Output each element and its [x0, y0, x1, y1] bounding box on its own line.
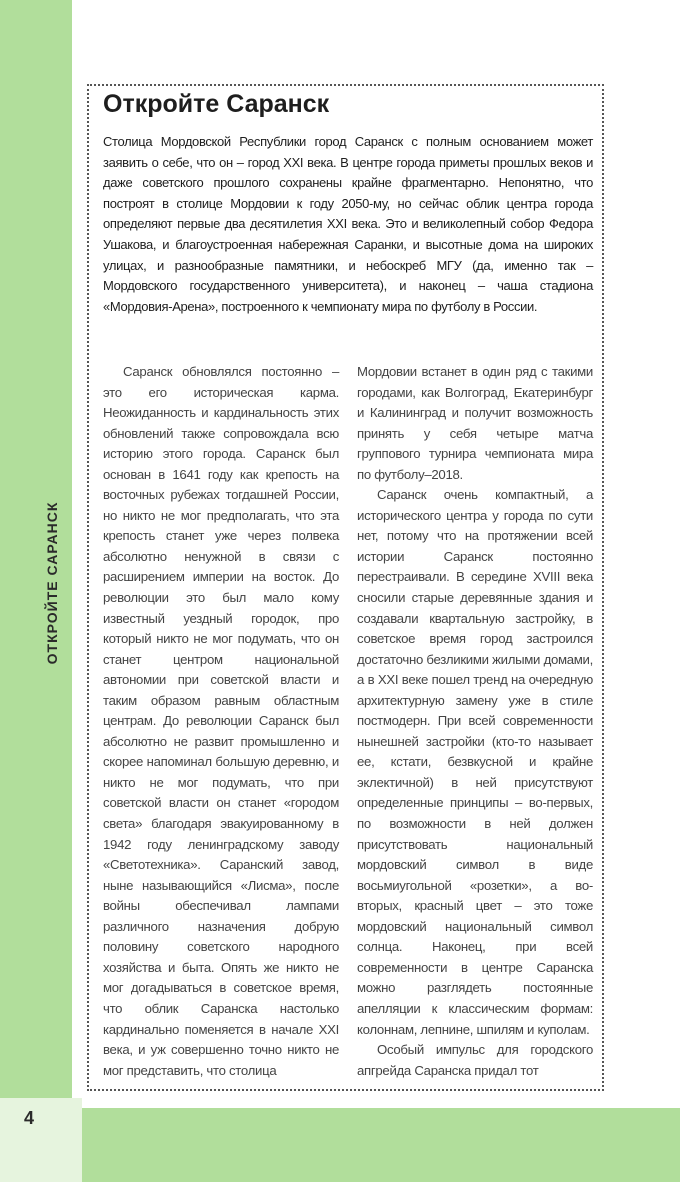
paragraph: Особый импульс для городского апгрейда Саранска придал тот	[357, 1042, 593, 1078]
side-bar	[0, 0, 72, 1098]
page-number: 4	[24, 1108, 35, 1128]
page-number-box	[0, 1098, 82, 1182]
bottom-band	[82, 1108, 680, 1182]
column-left	[103, 362, 339, 1081]
article-title: Откройте Саранск	[103, 90, 330, 118]
paragraph: Саранск очень компактный, а исторического центра у города по сути нет, потому что на протяжении всей истории Саранск постоянно перестраивали. В середине XVIII века сносили старые деревянные здания и создавали квартальную застройку, в советское время город застроился достаточно безликими жилыми домами, а в XXI веке пошел тренд на очередную архитектурную замену уже в стиле постмодерн. При всей современности нынешней застройки (кто-то называет ее, кстати, безвкусной и крайне эклектичной) в ней присутствуют определенные принципы – во-первых, по возможности в ней должен присутствовать национальный мордовский символ в виде восьмиугольной «розетки», а во-вторых, красный цвет – это тоже мордовский национальный символ солнца. Наконец, при всей современности в центре Саранска можно разглядеть постоянные апелляции к классическим формам: колоннам, лепнине, шпилям и куполам.	[357, 487, 593, 1037]
paragraph: Мордовии встанет в один ряд с такими городами, как Волгоград, Екатеринбург и Калининград и получит возможность принять у себя четыре матча группового турнира чемпионата мира по футболу–2018.	[357, 364, 593, 482]
paragraph: Саранск обновлялся постоянно – это его историческая карма. Неожиданность и кардинальность этих обновлений также сопровождала всю историю этого города. Саранск был основан в 1641 году как крепость на восточных рубежах тогдашней России, но никто не мог предполагать, что эта крепость станет уже через полвека абсолютно ненужной в связи с расширением империи на восток. До революции это был мало кому известный уездный городок, про который никто не мог подумать, что он станет центром национальной автономии при советской власти и таким образом равным областным центрам. До революции Саранск был абсолютно не развит промышленно и скорее напоминал большую деревню, и никто не мог подумать, что при советской власти он станет «городом света» благодаря эвакуированному в 1942 году ленинградскому заводу «Светотехника». Саранский завод, ныне называющийся «Лисма», после войны обеспечивал лампами различного назначения добрую половину советского народного хозяйства и быта. Опять же никто не мог догадываться в советское время, что облик Саранска настолько кардинально поменяется в начале XXI века, и уж совершенно точно никто не мог представить, что столица	[103, 364, 339, 1078]
article-intro: Столица Мордовской Республики город Саранск с полным основанием может заявить о себе, что он – город XXI века. В центре города приметы прошлых веков и даже советского прошлого сохранены крайне фрагментарно. Непонятно, что построят в столице Мордовии к году 2050-му, но сейчас облик центра города определяют первые два десятилетия XXI века. Это и великолепный собор Федора Ушакова, и благоустроенная набережная Саранки, и высотные дома на широких улицах, и разнообразные памятники, и небоскреб МГУ (да, именно так – Мордовского государственного университета), и наконец – чаша стадиона «Мордовия-Арена», построенного к чемпионату мира по футболу в России.	[103, 134, 593, 314]
side-label: ОТКРОЙТЕ САРАНСК	[44, 501, 60, 665]
column-right	[357, 362, 593, 1081]
